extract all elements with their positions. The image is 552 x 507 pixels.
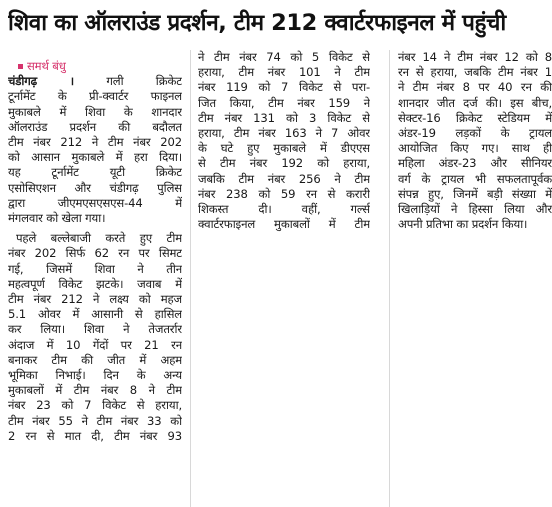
article-line: नंबर 119 को 7 विकेट से परा- <box>198 80 370 95</box>
article-line: टीम नंबर 212 ने टीम नंबर 202 <box>8 135 182 150</box>
article-column-2 <box>198 50 370 232</box>
article-line: 2 रन से मात दी, टीम नंबर 93 <box>8 428 182 443</box>
article-line: मुकाबले में शिवा के शानदार <box>8 104 182 119</box>
article-line-text: गली क्रिकेट <box>106 74 182 89</box>
article-line: वर्ग के ट्रायल भी सफलतापूर्वक <box>398 171 552 186</box>
article-line: ऑलराउंड प्रदर्शन की बदौलत <box>8 119 182 134</box>
article-line: नंबर 14 ने टीम नंबर 12 को 8 <box>398 50 552 64</box>
article-line: शानदार जीत दर्ज की। इस बीच, <box>398 95 552 110</box>
byline-author: समर्थ बंधु <box>27 59 66 73</box>
article-line: से टीम नंबर 192 को हराया, <box>198 156 370 171</box>
article-line: 5.1 ओवर में आसानी से हासिल <box>8 307 182 322</box>
article-line: टीम नंबर 131 को 3 विकेट से <box>198 110 370 125</box>
article-line: मंगलवार को खेला गया। <box>8 211 106 226</box>
article-line: टीम नंबर 55 ने टीम नंबर 33 को <box>8 413 182 428</box>
article-line: द्वारा जीएमएसएसएस-44 में <box>8 195 182 210</box>
article-line: टीम नंबर 212 ने लक्ष्य को महज <box>8 292 182 307</box>
article-line: अपनी प्रतिभा का प्रदर्शन किया। <box>398 217 528 232</box>
article-line: कर लिया। शिवा ने तेजतर्रार <box>8 322 182 337</box>
article-line: के घटे हुए मुकाबले में डीएएस <box>198 141 370 156</box>
article-line: मुकाबलों में टीम नंबर 8 ने टीम <box>8 383 182 398</box>
article-line: हराया, टीम नंबर 163 ने 7 ओवर <box>198 126 370 141</box>
article-line: नंबर 23 को 7 विकेट से हराया, <box>8 398 182 413</box>
article-line: गई, जिसमें शिवा ने तीन <box>8 261 182 276</box>
article-line: बनाकर टीम की जीत में अहम <box>8 352 182 367</box>
article-line <box>8 74 182 89</box>
byline-square-icon <box>18 64 23 69</box>
column-divider <box>389 50 390 507</box>
article-line: क्वार्टरफाइनल मुकाबलों में टीम <box>198 217 370 232</box>
article-line: हराया, टीम नंबर 101 ने टीम <box>198 65 370 80</box>
article-line: टूर्नामेंट के प्री-क्वार्टर फाइनल <box>8 89 182 104</box>
article-column-1 <box>8 50 182 444</box>
article-line: अंडर-19 लड़कों के ट्रायल <box>398 126 552 141</box>
article-line: पहले बल्लेबाजी करते हुए टीम <box>16 231 182 246</box>
article-line: आयोजित किए गए। साथ ही <box>398 141 552 156</box>
article-line: जित किया, टीम नंबर 159 ने <box>198 95 370 110</box>
headline: शिवा का ऑलराउंड प्रदर्शन, टीम 212 क्वार्टरफाइनल में पहुंची <box>8 10 506 36</box>
article-line: ने टीम नंबर 74 को 5 विकेट से <box>198 50 370 64</box>
column-divider <box>190 50 191 507</box>
article-line: अंदाज में 10 गेंदों पर 21 रन <box>8 337 182 352</box>
article-line: यह टूर्नामेंट यूटी क्रिकेट <box>8 165 182 180</box>
article-line: महिला अंडर-23 और सीनियर <box>398 156 552 171</box>
article-line: एसोसिएशन और चंडीगढ़ पुलिस <box>8 180 182 195</box>
article-line: शिकस्त दी। वहीं, गर्ल्स <box>198 202 370 217</box>
dateline: चंडीगढ़ । <box>8 74 74 89</box>
article-line: भूमिका निभाई। दिन के अन्य <box>8 368 182 383</box>
article-line: संपन्न हुए, जिनमें बड़ी संख्या में <box>398 186 552 201</box>
article-line: ने टीम नंबर 8 पर 40 रन की <box>398 80 552 95</box>
article-line: महत्वपूर्ण विकेट झटके। जवाब में <box>8 276 182 291</box>
article-line: जबकि टीम नंबर 256 ने टीम <box>198 171 370 186</box>
article-line: खिलाड़ियों ने हिस्सा लिया और <box>398 202 552 217</box>
article-line: नंबर 238 को 59 रन से करारी <box>198 186 370 201</box>
article-line: को आसान मुकाबले में हरा दिया। <box>8 150 182 165</box>
article-line: रन से हराया, जबकि टीम नंबर 1 <box>398 65 552 80</box>
article-column-3 <box>398 50 552 232</box>
article-line: सेक्टर-16 क्रिकेट स्टेडियम में <box>398 110 552 125</box>
byline <box>8 59 182 74</box>
article-line: नंबर 202 सिर्फ 62 रन पर सिमट <box>8 246 182 261</box>
